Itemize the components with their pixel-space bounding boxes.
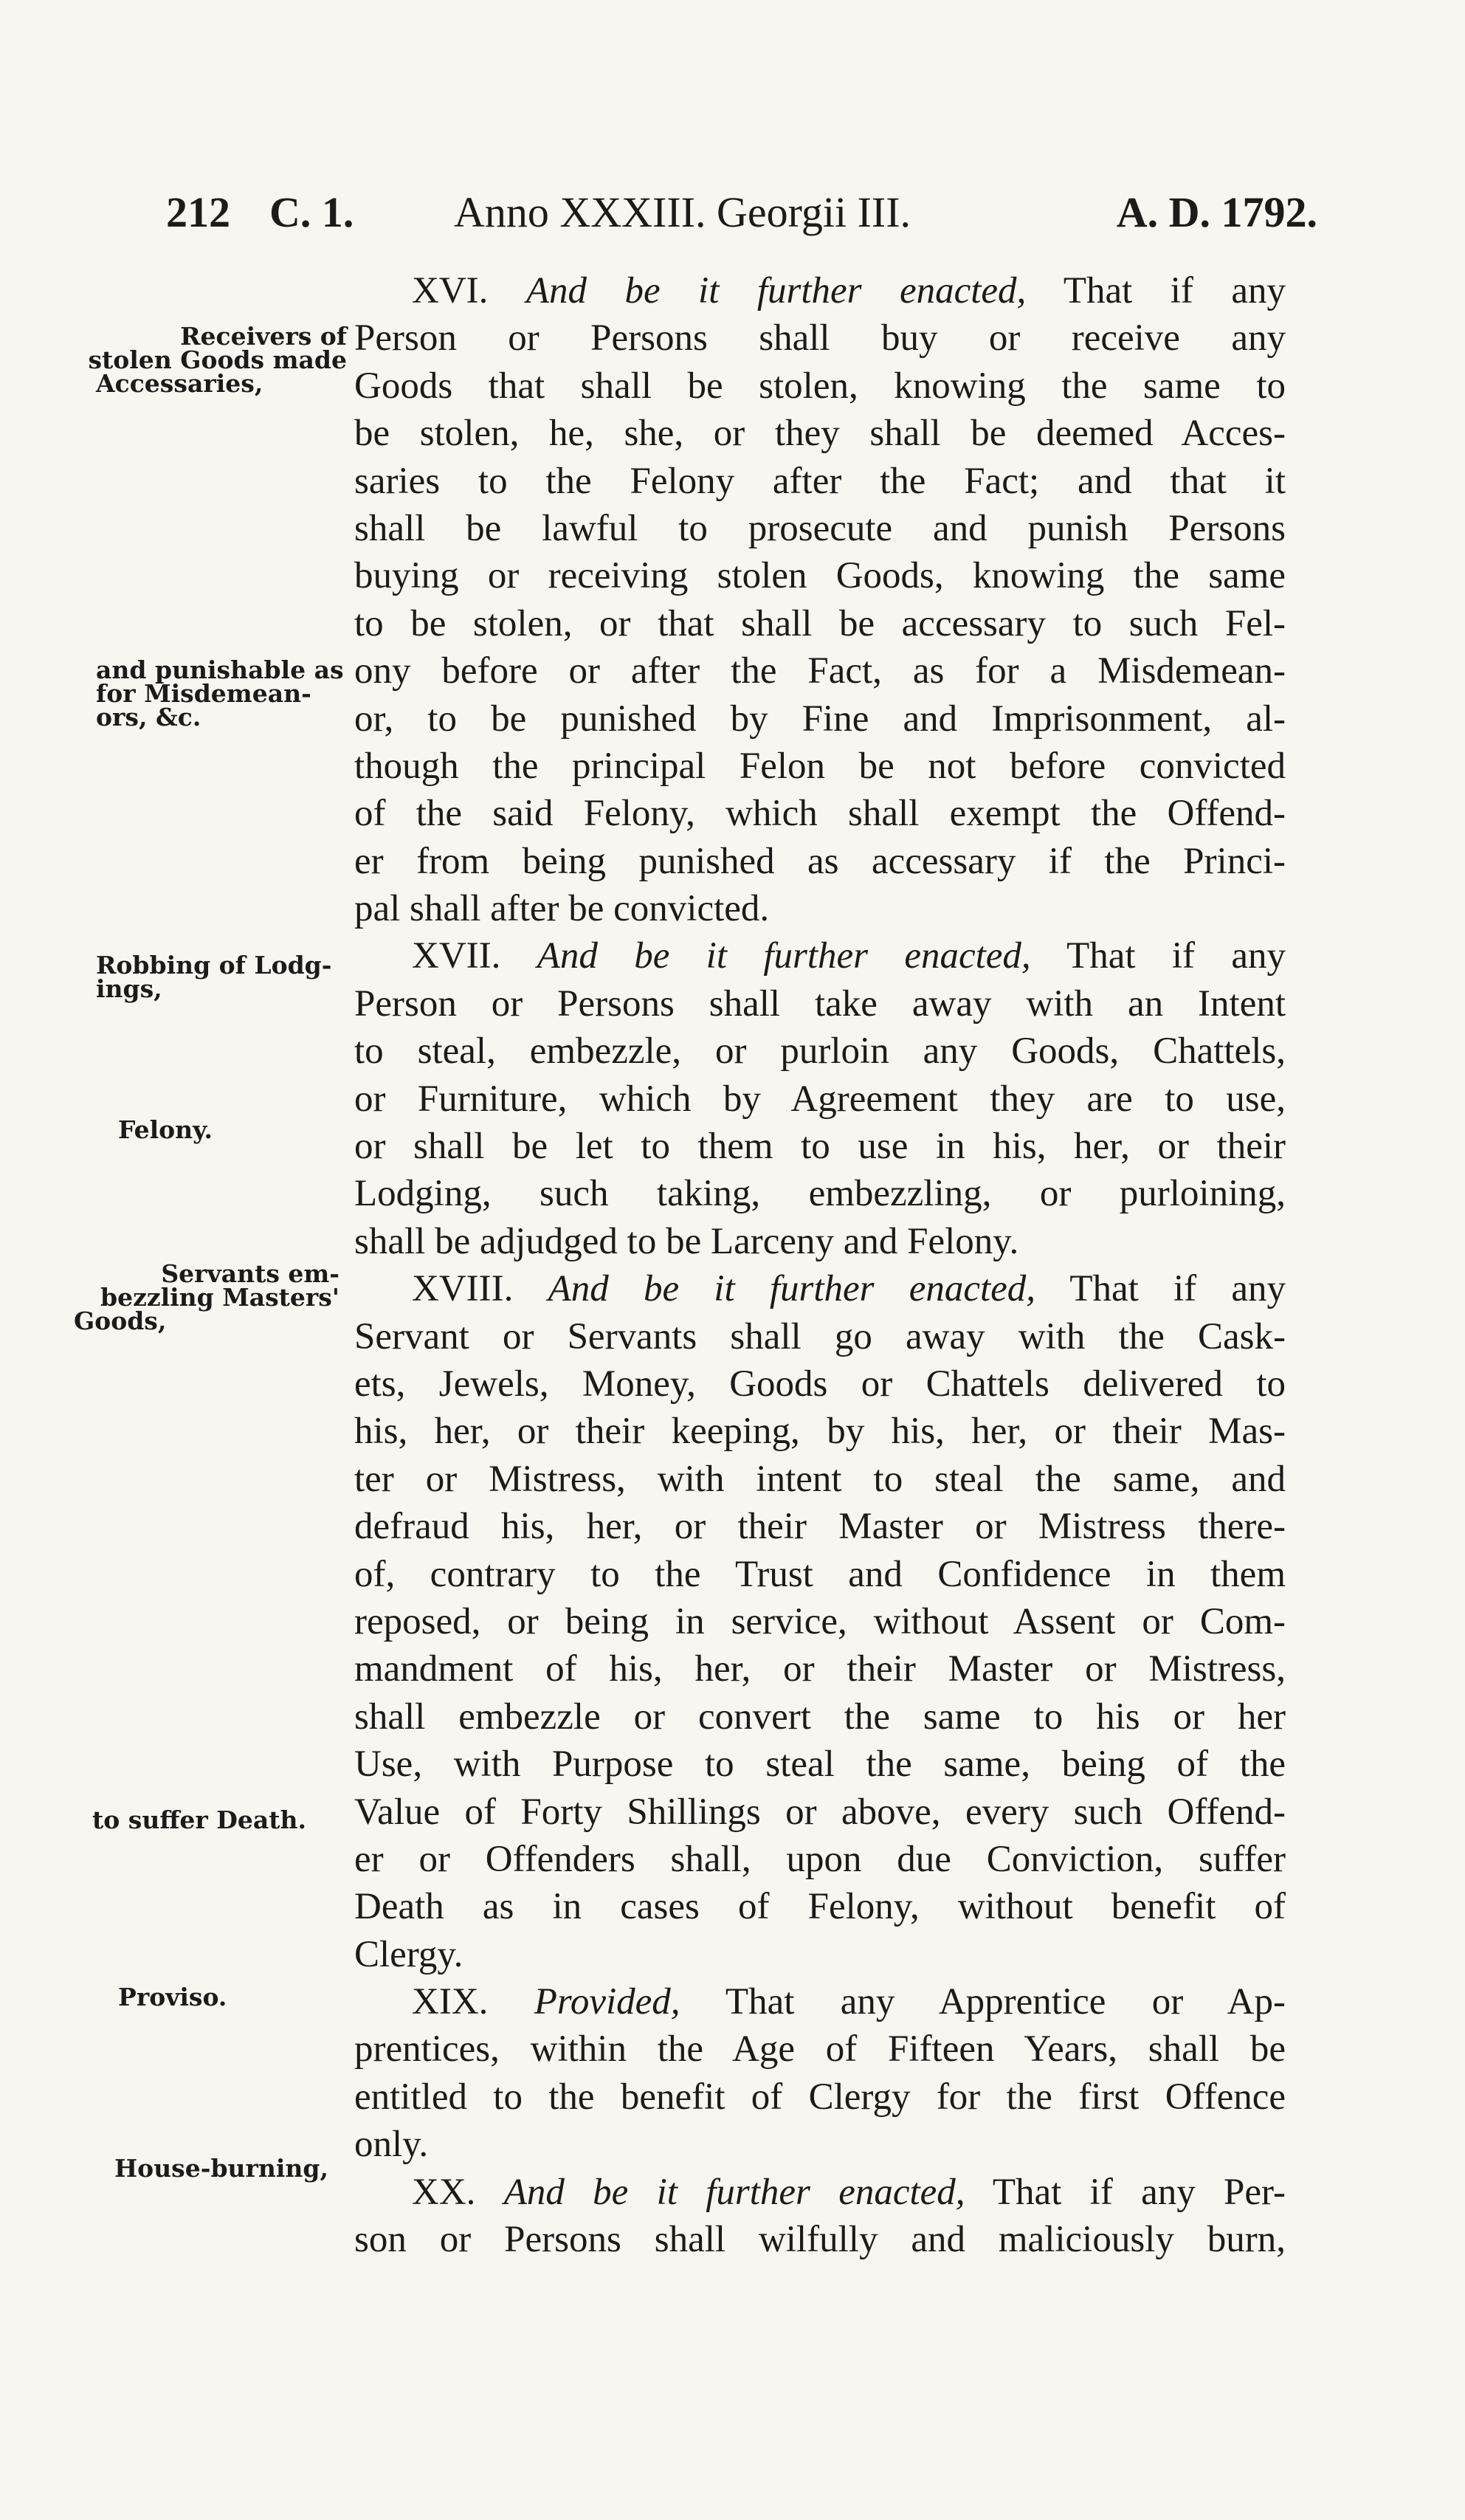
- section-xviii-heading: XVIII. And be it further enacted, That if any: [412, 1268, 1286, 1310]
- section-xvii-heading: XVII. And be it further enacted, That if any: [412, 935, 1286, 977]
- text-line: defraud his, her, or their Master or Mistress there-: [354, 1506, 1286, 1548]
- text-line: ter or Mistress, with intent to steal the same, and: [354, 1458, 1286, 1500]
- text-line: Value of Forty Shillings or above, every such Offend-: [354, 1791, 1286, 1833]
- text-line: only.: [354, 2124, 429, 2166]
- text-line: or, to be punished by Fine and Imprisonment, al-: [354, 698, 1286, 740]
- margin-note-felony: Felony.: [118, 1115, 213, 1144]
- text-line: saries to the Felony after the Fact; and that it: [354, 460, 1286, 502]
- page-number: 212: [166, 188, 230, 236]
- text-line: Lodging, such taking, embezzling, or purloining,: [354, 1173, 1286, 1215]
- margin-note-proviso: Proviso.: [118, 1983, 227, 2011]
- text-line: of the said Felony, which shall exempt the Offend-: [354, 793, 1286, 835]
- text-line: though the principal Felon be not before convicted: [354, 745, 1286, 787]
- text-line: entitled to the benefit of Clergy for the first Offence: [354, 2076, 1286, 2118]
- text-line: ony before or after the Fact, as for a Misdemean-: [354, 650, 1286, 692]
- margin-note-death: to suffer Death.: [92, 1805, 306, 1834]
- margin-note-servants: Servants em- bezzling Masters' Goods,: [74, 1259, 339, 1335]
- text-line: son or Persons shall wilfully and maliciously burn,: [354, 2219, 1286, 2261]
- margin-note-robbing: Robbing of Lodg- ings,: [96, 951, 332, 1003]
- margin-note-receivers: Receivers of stolen Goods made Accessaries,: [88, 322, 347, 398]
- statute-body: [354, 267, 1286, 2263]
- text-line: or Furniture, which by Agreement they are to use,: [354, 1078, 1286, 1120]
- text-line: ets, Jewels, Money, Goods or Chattels delivered to: [354, 1363, 1286, 1405]
- section-xix-heading: XIX. Provided, That any Apprentice or Ap-: [412, 1981, 1286, 2023]
- text-line: mandment of his, her, or their Master or Mistress,: [354, 1648, 1286, 1690]
- text-line: his, her, or their keeping, by his, her, or their Mas-: [354, 1411, 1286, 1453]
- text-line: er or Offenders shall, upon due Conviction, suffer: [354, 1838, 1286, 1880]
- text-line: Servant or Servants shall go away with the Cask-: [354, 1315, 1286, 1357]
- text-line: Use, with Purpose to steal the same, being of the: [354, 1743, 1286, 1786]
- text-line: Goods that shall be stolen, knowing the same to: [354, 365, 1286, 407]
- text-line: reposed, or being in service, without Assent or Com-: [354, 1600, 1286, 1642]
- text-line: Death as in cases of Felony, without benefit of: [354, 1886, 1286, 1928]
- chapter-number: C. 1.: [269, 188, 354, 236]
- section-xx-heading: XX. And be it further enacted, That if any Per-: [412, 2171, 1286, 2213]
- text-line: Person or Persons shall buy or receive any: [354, 317, 1286, 359]
- text-line: pal shall after be convicted.: [354, 888, 770, 930]
- text-line: prentices, within the Age of Fifteen Years, shall be: [354, 2028, 1286, 2070]
- text-line: Person or Persons shall take away with an Intent: [354, 982, 1286, 1025]
- margin-note-punishable: and punishable as for Misdemean- ors, &c.: [96, 655, 344, 731]
- text-line: shall embezzle or convert the same to his or her: [354, 1696, 1286, 1738]
- regnal-year: Anno XXXIII. Georgii III.: [454, 188, 911, 236]
- text-line: buying or receiving stolen Goods, knowing the same: [354, 555, 1286, 597]
- text-line: Clergy.: [354, 1933, 463, 1975]
- text-line: shall be lawful to prosecute and punish Persons: [354, 507, 1286, 549]
- calendar-year: A. D. 1792.: [1116, 188, 1317, 236]
- text-line: of, contrary to the Trust and Confidence in them: [354, 1553, 1286, 1595]
- text-line: be stolen, he, she, or they shall be deemed Acces-: [354, 413, 1286, 455]
- text-line: to be stolen, or that shall be accessary to such Fel-: [354, 602, 1286, 644]
- text-line: or shall be let to them to use in his, her, or their: [354, 1126, 1286, 1168]
- margin-note-house-burning: House-burning,: [114, 2154, 328, 2183]
- text-line: shall be adjudged to be Larceny and Felony.: [354, 1220, 1019, 1262]
- section-xvi-heading: XVI. And be it further enacted, That if any: [412, 270, 1286, 311]
- running-header: [166, 183, 1317, 242]
- text-line: to steal, embezzle, or purloin any Goods, Chattels,: [354, 1030, 1286, 1073]
- text-line: er from being punished as accessary if the Princi-: [354, 840, 1286, 882]
